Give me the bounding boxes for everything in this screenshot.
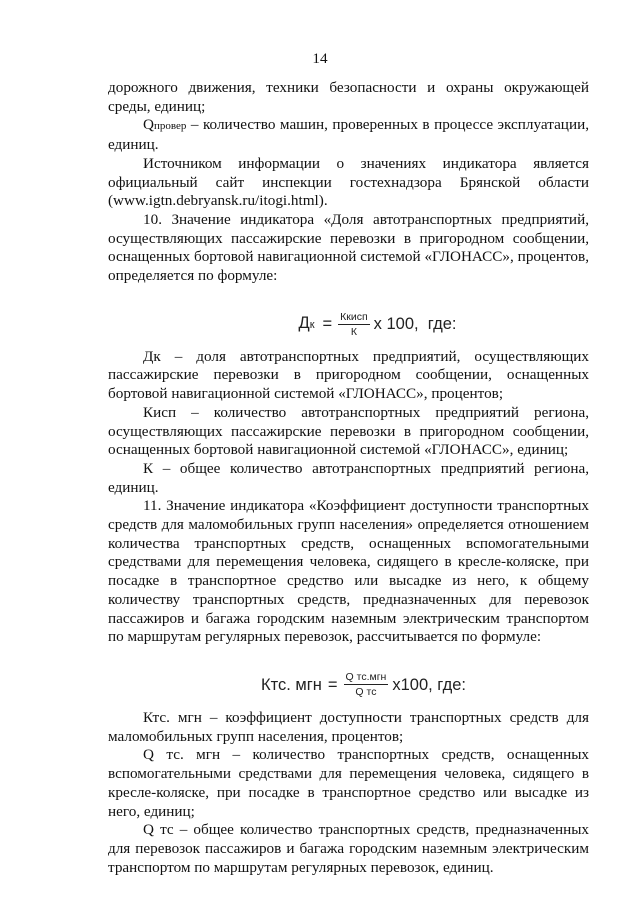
formula-dk-equals: =: [322, 315, 333, 334]
formula-ktc-fraction: [344, 671, 389, 698]
formula-ktc-equals: =: [327, 675, 338, 694]
formula-dk-lhs: Дк: [298, 314, 315, 333]
paragraph-indicator-10: 10. Значение индикатора «Доля автотранспортных предприятий, осуществляющих пассажирские перевозки в пригородном сообщении, оснащенных бортовой навигационной системой «ГЛОНАСС», процентов, определяется по формуле:: [108, 210, 589, 285]
paragraph-k-definition: К – общее количество автотранспортных предприятий региона, единиц.: [108, 459, 589, 496]
page-number: 14: [312, 50, 328, 67]
q-prover-symbol: Q: [143, 116, 154, 134]
q-prover-subscript: провер: [153, 120, 187, 133]
formula-ktc: [138, 661, 589, 709]
formula-dk-rhs: x 100, где:: [373, 315, 457, 334]
paragraph-indicator-11: 11. Значение индикатора «Коэффициент доступности транспортных средств для маломобильных групп населения» определяется отношением количества транспортных средств, оснащенных вспомогательными средствами для перемещения человека, сидящего в кресле-коляске, при посадке в транспортное средство или высадке из него, к общему количеству транспортных средств, предназначенных для перевозок пассажиров и багажа городским наземным электрическим транспортом по маршрутам регулярных перевозок, рассчитывается по формуле:: [108, 497, 589, 646]
formula-ktc-rhs: x100, где:: [392, 675, 466, 694]
formula-dk-fraction: [338, 311, 370, 338]
paragraph-dk-definition: Дк – доля автотранспортных предприятий, осуществляющих пассажирские перевозки в пригородном сообщении, оснащенных бортовой навигационной системой «ГЛОНАСС», процентов;: [108, 347, 589, 403]
paragraph-road-safety: дорожного движения, техники безопасности и охраны окружающей среды, единиц;: [108, 79, 589, 115]
paragraph-kisp-definition: Кисп – количество автотранспортных предприятий региона, осуществляющих пассажирские перевозки в пригородном сообщении, оснащенных бортовой навигационной системой «ГЛОНАСС», единиц;: [108, 403, 589, 459]
paragraph-ktc-definition: Ктс. мгн – коэффициент доступности транспортных средств для маломобильных групп населения, процентов;: [108, 708, 589, 745]
formula-dk: [166, 302, 589, 348]
paragraph-qtc-mgn-definition: Q тс. мгн – количество транспортных средств, оснащенных вспомогательными средствами для перемещения человека, сидящего в кресле-коляске, при посадке в транспортное средство или высадке из него, единиц;: [108, 746, 589, 820]
formula-dk-numerator: Ккисп: [340, 311, 368, 324]
formula-dk-denominator: К: [350, 326, 357, 339]
paragraph-qtc-definition: Q тс – общее количество транспортных средств, предназначенных для перевозок пассажиров и багажа городским наземным электрическим транспортом по маршрутам регулярных перевозок, единиц.: [108, 821, 589, 876]
document-body: [108, 79, 589, 877]
paragraph-q-prover: [108, 116, 589, 154]
paragraph-info-source: Источником информации о значениях индикатора является официальный сайт инспекции гостехнадзора Брянской области (www.igtn.debryansk.ru/itogi.html).: [108, 154, 589, 210]
q-prover-definition: – количество машин, проверенных в процессе эксплуатации, единиц.: [108, 116, 589, 154]
formula-ktc-numerator: Q тс.мгн: [345, 671, 387, 684]
formula-ktc-denominator: Q тс: [355, 686, 377, 699]
formula-ktc-lhs: Ктс. мгн: [261, 675, 322, 694]
